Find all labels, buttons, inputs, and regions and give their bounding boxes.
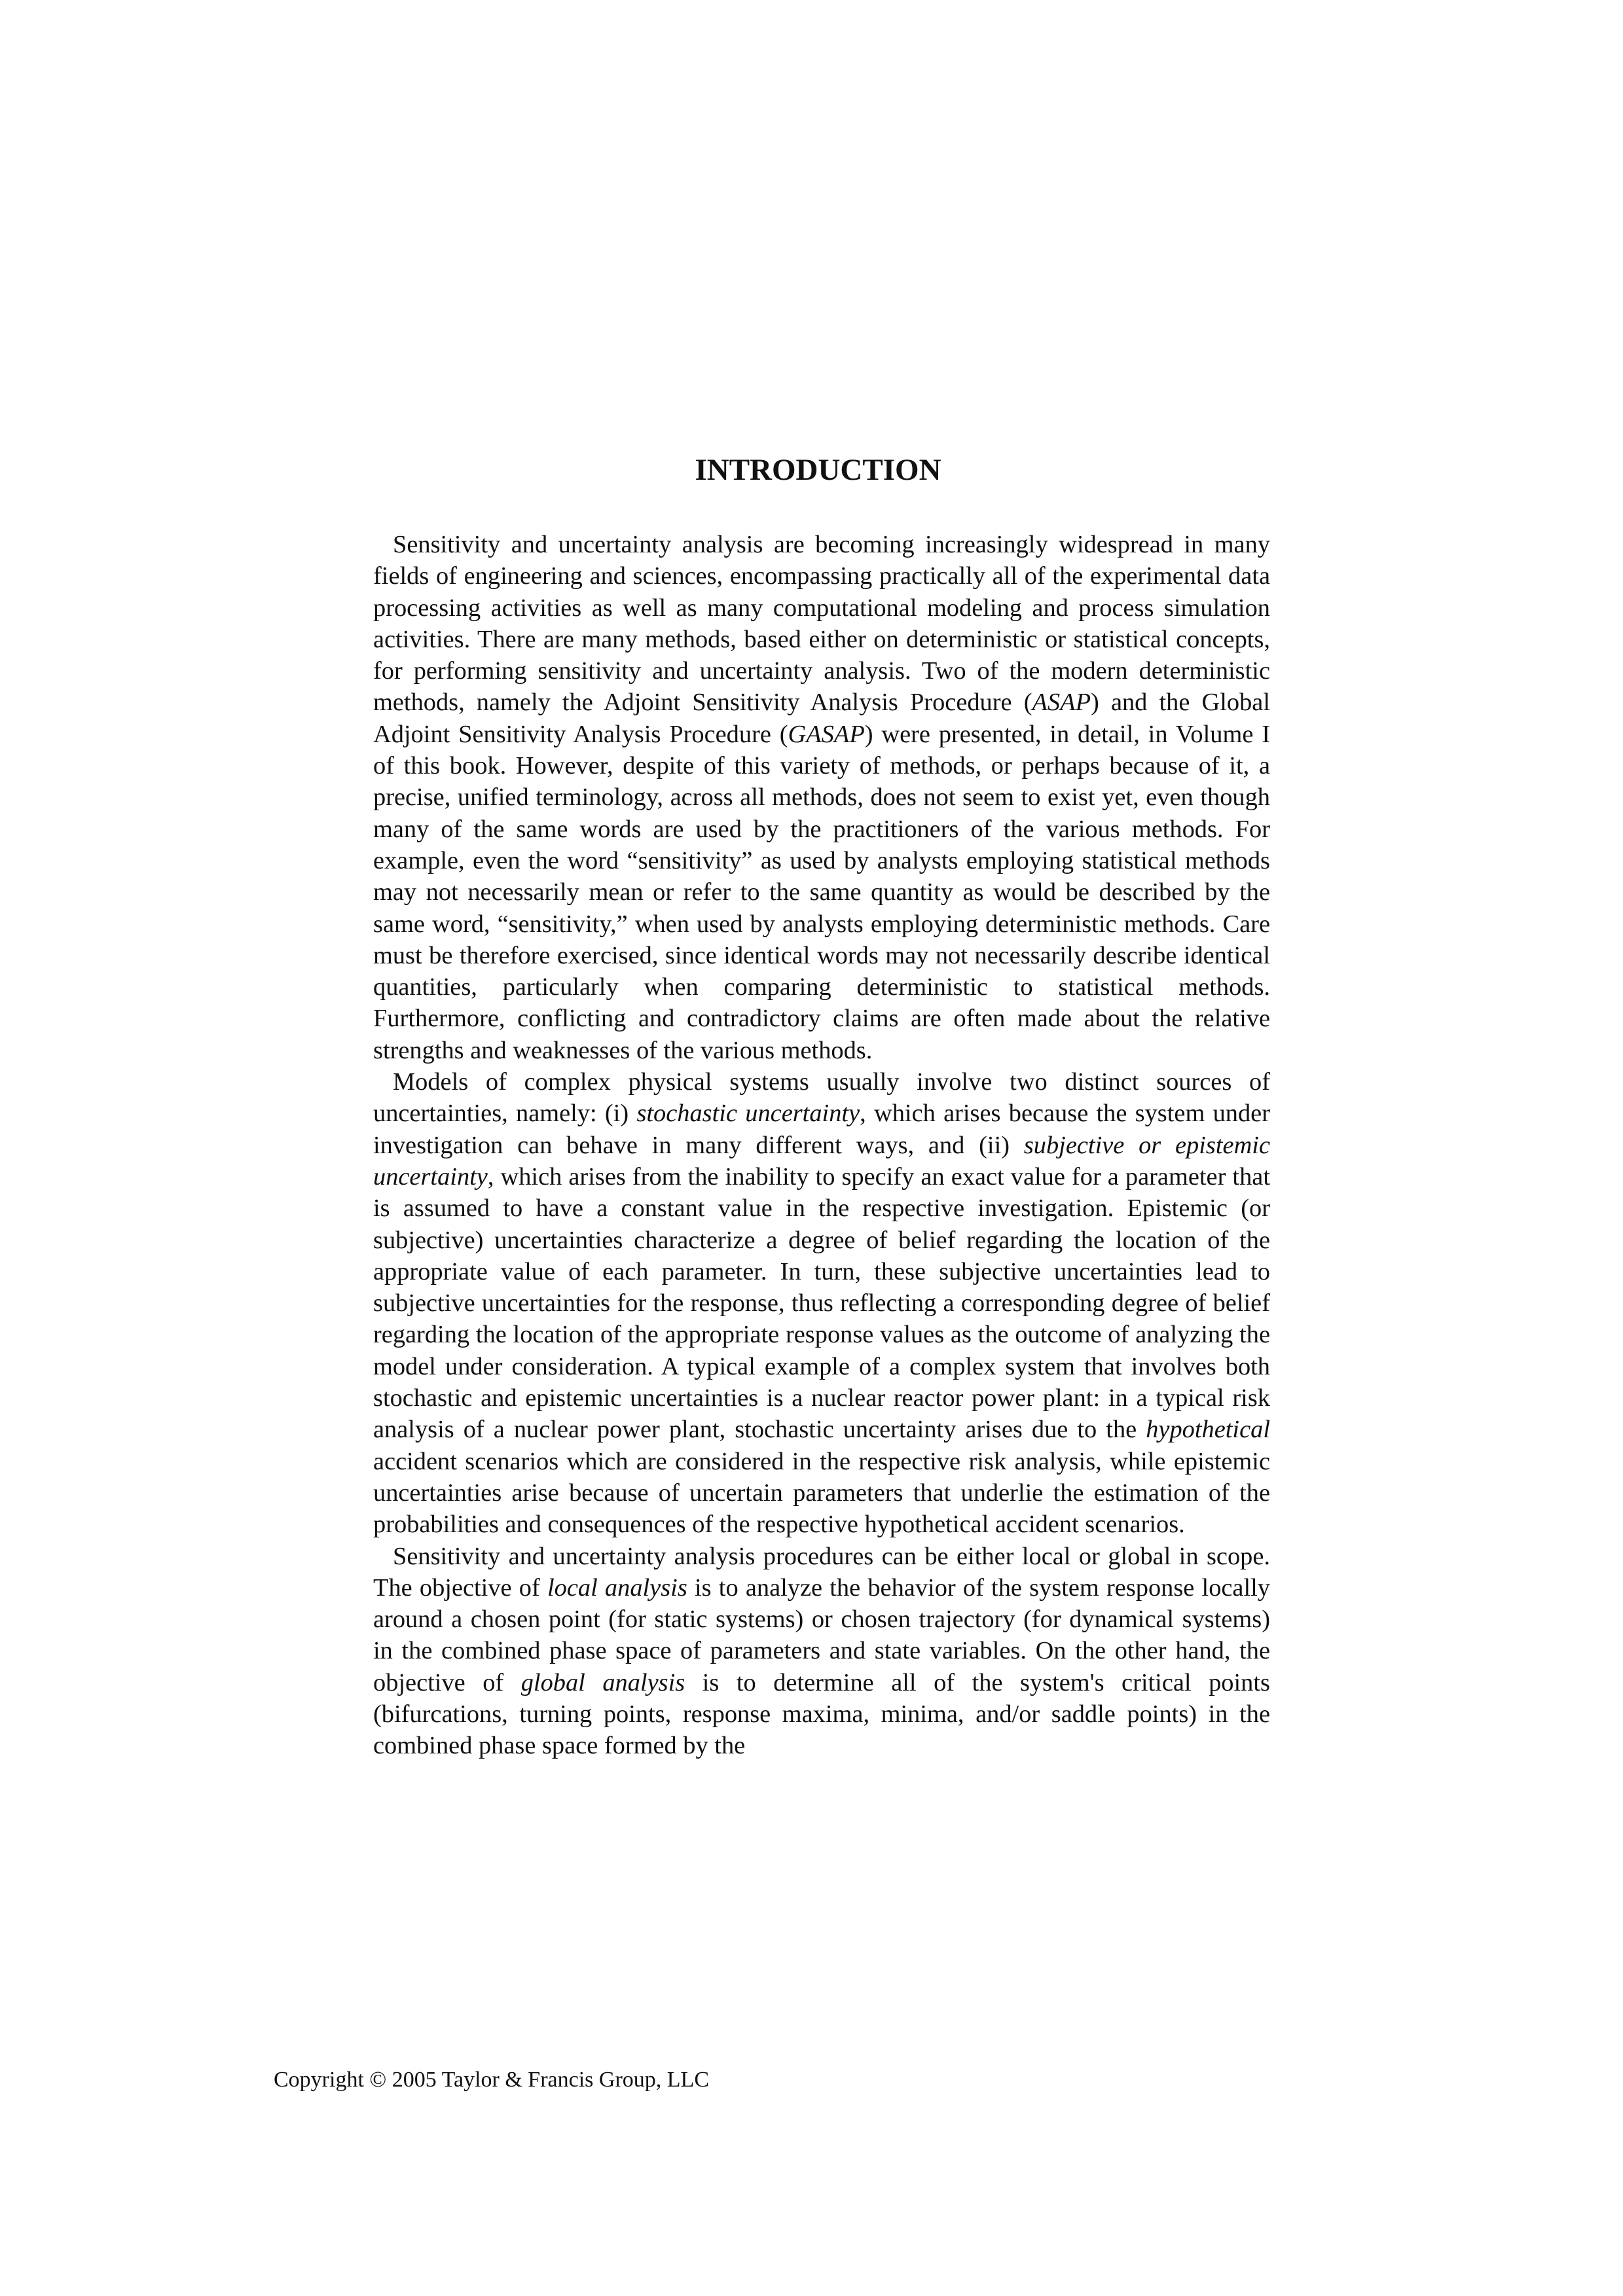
italic-term-gasap: GASAP (788, 720, 865, 748)
text-segment: Sensitivity and uncertainty analysis are becoming increasingly widespread in many fields of engineering and sciences, encompassing practically all of the experimental data processing activities as well as many computational modeling and process simulation activities. There are many methods, based either on deterministic or statistical concepts, for performing sensitivity and uncertainty analysis. Two of the modern deterministic methods, namely the Adjoint Sensitivity Analysis Procedure ( (373, 531, 1270, 717)
italic-term-local-analysis: local analysis (547, 1573, 687, 1602)
paragraph-3 (373, 1541, 1270, 1762)
text-segment: is to determine all of the system's critical points (bifurcations, turning points, response maxima, minima, and/or saddle points) in the combined phase space formed by the (373, 1668, 1270, 1760)
italic-term-asap: ASAP (1032, 689, 1091, 717)
paragraph-1 (373, 529, 1270, 1066)
text-segment: accident scenarios which are considered in the respective risk analysis, while epistemic uncertainties arise because of uncertain parameters that underlie the estimation of the probabilities and consequences of the respective hypothetical accident scenarios. (373, 1447, 1270, 1539)
text-segment: ) were presented, in detail, in Volume I of this book. However, despite of this variety of methods, or perhaps because of it, a precise, unified terminology, across all methods, does not seem to exist yet, even though many of the same words are used by the practitioners of the various methods. For example, even the word “sensitivity” as used by analysts employing statistical methods may not necessarily mean or refer to the same quantity as would be described by the same word, “sensitivity,” when used by analysts employing deterministic methods. Care must be therefore exercised, since identical words may not necessarily describe identical quantities, particularly when comparing deterministic to statistical methods. Furthermore, conflicting and contradictory claims are often made about the relative strengths and weaknesses of the various methods. (373, 720, 1270, 1064)
text-segment: is to analyze the behavior of the system response locally around a chosen point (for static systems) or chosen trajectory (for dynamical systems) in the combined phase space of parameters and state variables. On the other hand, the objective of (373, 1573, 1270, 1696)
italic-term-hypothetical: hypothetical (1146, 1416, 1270, 1444)
italic-term-stochastic-uncertainty: stochastic uncertainty (636, 1100, 860, 1128)
text-segment: ) and the Global Adjoint Sensitivity Analysis Procedure ( (373, 689, 1270, 748)
italic-term-epistemic-uncertainty: subjective or epistemic uncertainty (373, 1131, 1270, 1191)
text-segment: , which arises because the system under investigation can behave in many different ways, and (ii) (373, 1100, 1270, 1159)
text-segment: Sensitivity and uncertainty analysis procedures can be either local or global in scope. The objective of (373, 1542, 1270, 1602)
page-title: INTRODUCTION (695, 453, 941, 487)
body-text (373, 529, 1270, 1762)
copyright-footer: Copyright © 2005 Taylor & Francis Group, LLC (274, 2068, 709, 2092)
paragraph-2 (373, 1066, 1270, 1540)
text-segment: , which arises from the inability to specify an exact value for a parameter that is assumed to have a constant value in the respective investigation. Epistemic (or subjective) uncertainties characterize a degree of belief regarding the location of the appropriate value of each parameter. In turn, these subjective uncertainties lead to subjective uncertainties for the response, thus reflecting a corresponding degree of belief regarding the location of the appropriate response values as the outcome of analyzing the model under consideration. A typical example of a complex system that involves both stochastic and epistemic uncertainties is a nuclear reactor power plant: in a typical risk analysis of a nuclear power plant, stochastic uncertainty arises due to the (373, 1162, 1270, 1444)
text-segment: Models of complex physical systems usually involve two distinct sources of uncertainties, namely: (i) (373, 1068, 1270, 1128)
italic-term-global-analysis: global analysis (520, 1668, 685, 1696)
